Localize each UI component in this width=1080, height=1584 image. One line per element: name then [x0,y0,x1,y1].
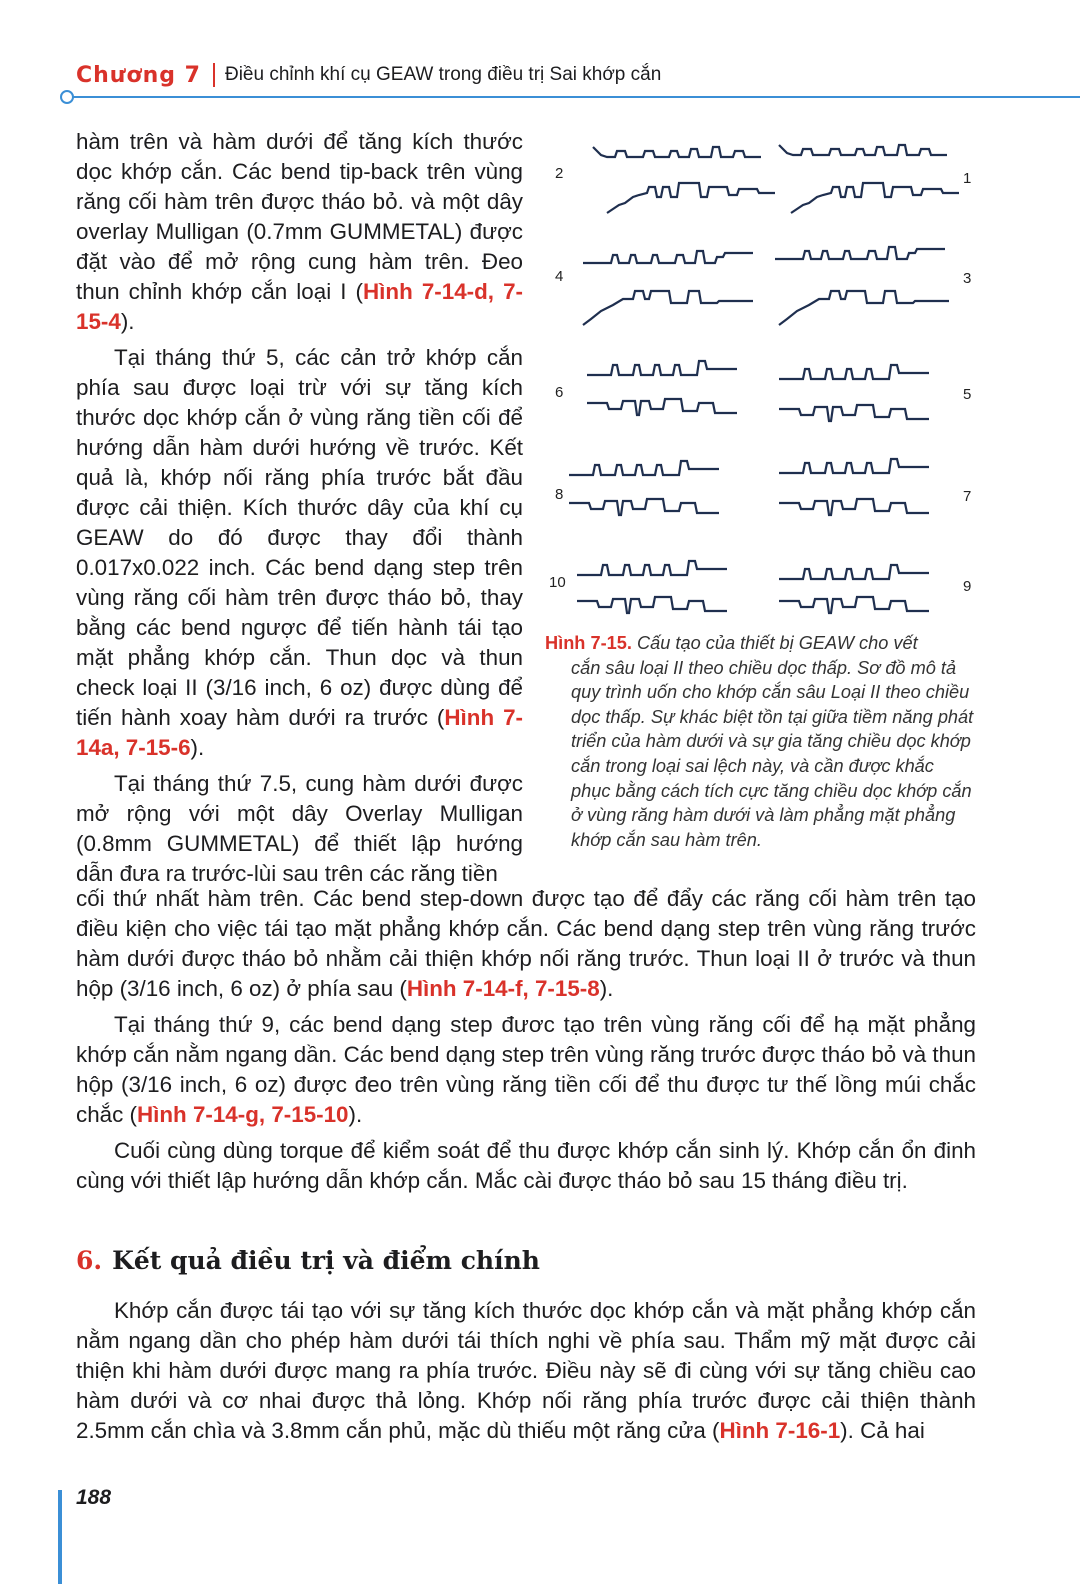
section-title: Kết quả điều trị và điểm chính [112,1246,540,1275]
paragraph-text: cối thứ nhất hàm trên. Các bend step-down được tạo để đẩy các răng cối hàm trên tạo điều kiện cho việc tái tạo mặt phẳng khớp cắn. Các bend dạng step trên vùng răng trước hàm dưới được tháo bỏ nhằm cải thiện khớp nối răng trước. Thun loại II ở trước và thun hộp (3/16 inch, 6 oz) ở phía sau ( [76,886,976,1001]
paragraph-2 [76,343,523,763]
header-rule [70,96,1080,98]
figure-caption [545,631,977,852]
figure-reference: Hình 7-14-g, 7-15-10 [136,1102,349,1127]
wire-8-upper [569,461,719,475]
wire-10-upper [577,561,727,575]
running-header [76,58,661,92]
wire-5-lower [779,405,929,421]
figure-label-6: 6 [555,384,564,401]
figure-reference: Hình 7-16-1 [719,1418,841,1443]
figure-label-10: 10 [549,574,566,591]
wire-6-lower [587,399,737,415]
paragraph-text: Khớp cắn được tái tạo với sự tăng kích thước dọc khớp cắn và mặt phẳng khớp cắn nằm ngang dần cho phép hàm dưới tái thích nghi về phía sau. Thẩm mỹ mặt được cải thiện khi hàm dưới được mang ra phía trước. Điều này sẽ đi cùng với sự tăng chiều cao hàm dưới và cơ nhai được thả lỏng. Khớp nối răng phía trước được cải thiện thành 2.5mm cắn chìa và 3.8mm cắn phủ, mặc dù thiếu một răng cửa ( [76,1298,976,1443]
wire-7-lower [779,499,929,515]
wire-9-lower [779,597,929,613]
wire-8-lower [569,499,719,515]
paragraph-3-cont [76,884,976,1004]
paragraph-text: hàm trên và hàm dưới để tăng kích thước dọc khớp cắn. Các bend tip-back trên vùng răng cối hàm trên được tháo bỏ. và một dây overlay Mulligan (0.7mm GUMMETAL) được đặt vào để mở rộng cung hàm trên. Đeo thun chỉnh khớp cắn loại I ( [76,129,523,304]
figure-label-5: 5 [963,386,972,403]
full-width-text [76,884,976,1196]
left-column [76,127,523,889]
wire-5-upper [779,365,929,379]
wire-1-upper [779,145,947,155]
figure-7-15 [543,125,983,623]
section-heading [76,1246,540,1275]
paragraph-end: ). [120,309,135,334]
paragraph-end: ). [190,735,205,760]
figure-reference: Hình 7-14a, 7-15-6 [76,705,523,760]
wire-4-upper [583,251,753,263]
figure-label-7: 7 [963,488,972,505]
page-number-bar [58,1490,62,1584]
paragraph-6 [76,1296,976,1446]
header-rule-dot [60,90,74,104]
figure-label-8: 8 [555,486,564,503]
paragraph-text: Tại tháng thứ 5, các cản trở khớp cắn phía sau được loại trừ với sự tăng kích thước dọc khớp cắn ở vùng răng tiền cối để hướng dẫn hàm dưới hướng về trước. Kết quả là, khớp nối răng phía trước bắt đầu được cải thiện. Kích thước dây của khí cụ GEAW do đó được thay đổi thành 0.017x0.022 inch. Các bend dạng step trên vùng răng cối hàm trên được tháo bỏ, thay bằng các bend ngược để tiến hành tái tạo mặt phẳng khớp cắn. Thun dọc và thun check loại II (3/16 inch, 6 oz) được dùng để tiến hành xoay hàm dưới ra trước ( [76,345,523,730]
wire-3-lower [779,291,949,325]
wire-9-upper [779,565,929,579]
figure-label-9: 9 [963,578,972,595]
paragraph-3-start: Tại tháng thứ 7.5, cung hàm dưới được mở rộng với một dây Overlay Mulligan (0.8mm GUMMETAL) để thiết lập hướng dẫn đưa ra trước-lùi sau trên các răng tiền [76,771,523,886]
paragraph-end: ). [599,976,614,1001]
wire-10-lower [577,597,727,613]
paragraph-end: ). Cả hai [840,1418,925,1443]
paragraph-end: ). [348,1102,363,1127]
figure-label-3: 3 [963,270,972,287]
section-text [76,1296,976,1446]
figure-label-4: 4 [555,268,564,285]
caption-body: cắn sâu loại II theo chiều dọc thấp. Sơ đồ mô tả quy trình uốn cho khớp cắn sâu Loại II theo chiều dọc thấp. Sự khác biệt tồn tại giữa tiềm năng phát triển của hàm dưới và sự gia tăng chiều dọc khớp cắn trong loại sai lệch này, và cần được khắc phục bằng cách tích cực tăng chiều dọc khớp cắn ở vùng răng hàm dưới và làm phẳng mặt phẳng khớp cắn sau hàm trên. [571,657,974,850]
caption-first-line: Cấu tạo của thiết bị GEAW cho vết [636,633,918,653]
paragraph-5: Cuối cùng dùng torque để kiểm soát để thu được khớp cắn sinh lý. Khớp cắn ổn đinh cùng với thiết lập hướng dẫn khớp cắn. Mắc cài được tháo bỏ sau 15 tháng điều trị. [76,1138,976,1193]
paragraph-1 [76,127,523,337]
paragraph-text: Tại tháng thứ 9, các bend dạng step đươc tạo trên vùng răng cối để hạ mặt phẳng khớp cắn nằm ngang dần. Các bend dạng step trên vùng răng trước được tháo bỏ và thun hộp (3/16 inch, 6 oz) được đeo trên vùng răng tiền cối để thu được tư thế lồng múi chắc chắc ( [76,1012,976,1127]
wire-3-upper [775,247,945,259]
paragraph-4 [76,1010,976,1130]
wire-2-upper [593,147,761,157]
caption-label: Hình 7-15. [545,633,632,653]
figure-reference: Hình 7-14-f, 7-15-8 [406,976,600,1001]
figure-label-1: 1 [963,170,972,187]
wire-6-upper [587,361,737,375]
chapter-label: Chương 7 [76,62,201,88]
wire-bending-diagram [543,125,983,623]
wire-7-upper [779,459,929,473]
page-number: 188 [76,1486,112,1509]
figure-label-2: 2 [555,165,564,182]
wire-1-lower [791,183,959,213]
figure-reference: Hình 7-14-d, 7-15-4 [76,279,523,334]
wire-4-lower [583,291,753,325]
chapter-title: Điều chỉnh khí cụ GEAW trong điều trị Sai khớp cắn [224,64,662,85]
wire-2-lower [607,183,775,213]
section-number: 6. [76,1246,103,1275]
header-separator [213,63,215,87]
